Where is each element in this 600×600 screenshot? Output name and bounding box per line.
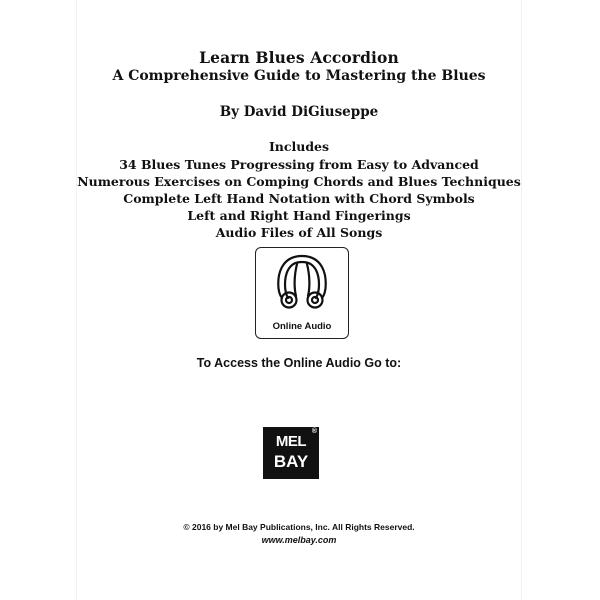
includes-list <box>77 156 521 241</box>
title-page <box>76 0 522 600</box>
includes-item: Numerous Exercises on Comping Chords and Blues Techniques <box>77 174 521 189</box>
includes-item: 34 Blues Tunes Progressing from Easy to Advanced <box>119 157 479 172</box>
includes-item: Left and Right Hand Fingerings <box>187 208 411 223</box>
includes-item: Complete Left Hand Notation with Chord Symbols <box>123 191 475 206</box>
includes-heading: Includes <box>268 139 330 154</box>
book-author: By David DiGiuseppe <box>219 104 379 120</box>
online-audio-access-text: To Access the Online Audio Go to: <box>196 356 402 370</box>
logo-line-mel: MEL <box>275 433 307 450</box>
book-title: Learn Blues Accordion <box>199 48 399 67</box>
online-audio-badge <box>255 247 349 339</box>
headphones-icon <box>273 254 331 318</box>
includes-item: Audio Files of All Songs <box>215 225 383 240</box>
online-audio-label: Online Audio <box>272 321 332 332</box>
publisher-website: www.melbay.com <box>261 535 337 545</box>
logo-line-bay: BAY <box>273 452 309 471</box>
copyright-notice: © 2016 by Mel Bay Publications, Inc. All Rights Reserved. <box>183 522 415 532</box>
mel-bay-logo <box>263 427 319 479</box>
book-subtitle: A Comprehensive Guide to Mastering the Blues <box>112 68 486 84</box>
registered-mark: ® <box>311 428 317 435</box>
